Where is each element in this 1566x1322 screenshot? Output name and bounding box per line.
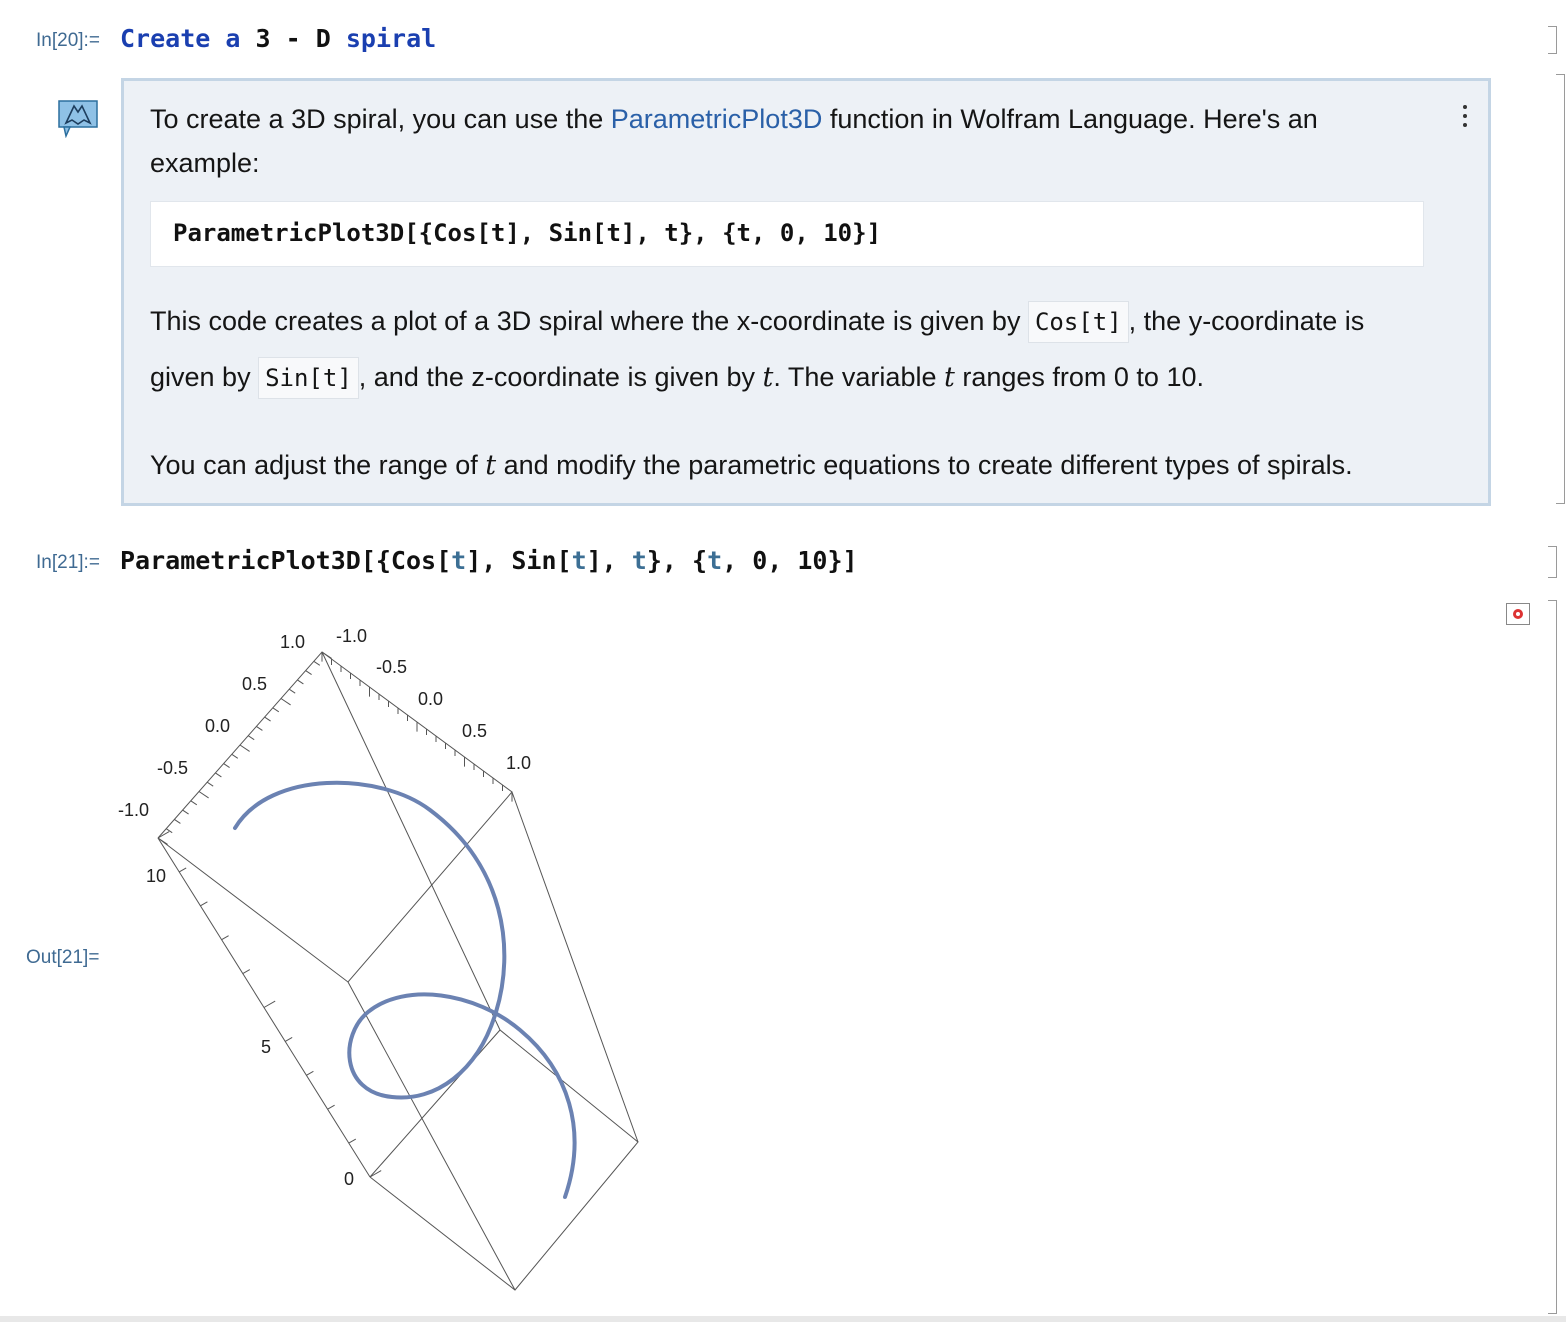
more-options-icon[interactable]	[1462, 105, 1470, 132]
z-axis-tick-mark	[158, 832, 169, 838]
parametricplot3d-link[interactable]: ParametricPlot3D	[610, 104, 823, 134]
para2-text-e: . The variable	[773, 362, 944, 392]
para2-text-c: given by	[150, 362, 259, 392]
y-axis-tick-mark	[314, 661, 320, 665]
in21-code-t4: t	[707, 546, 723, 575]
y-axis-tick-mark	[199, 792, 209, 798]
y-axis-tick-mark	[174, 819, 180, 823]
spiral-curve	[235, 783, 575, 1197]
z-axis-tick-mark	[306, 1071, 313, 1075]
in21-code-p4: ],	[586, 546, 632, 575]
z-axis-tick-mark	[328, 1105, 335, 1109]
para2-text-d: , and the z-coordinate is given by	[358, 362, 763, 392]
intro-text-before: To create a 3D spiral, you can use the	[150, 104, 611, 134]
para3-text-a: You can adjust the range of	[150, 450, 486, 480]
y-axis-tick-mark	[215, 773, 221, 777]
in20-word-3: 3	[255, 24, 271, 53]
x-axis-tick-labels	[336, 626, 531, 773]
y-axis-tick-mark	[289, 689, 295, 693]
inline-code-cos[interactable]: Cos[t]	[1028, 301, 1129, 343]
out21-label: Out[21]=	[26, 947, 100, 968]
in20-word-dash: -	[285, 24, 301, 53]
para2-text-b: , the y-coordinate is	[1128, 306, 1365, 336]
y-tick-3: -0.5	[157, 758, 189, 778]
in21-code-t2: t	[571, 546, 587, 575]
intro-text-line2: example:	[150, 148, 260, 178]
in21-code-p8: , 0, 10}]	[722, 546, 858, 575]
x-tick-2: 0.0	[418, 689, 444, 709]
y-axis-tick-mark	[273, 708, 279, 712]
para2-text-f: ranges from 0 to 10.	[954, 362, 1204, 392]
z-axis-tick-mark	[349, 1139, 356, 1143]
z-axis-tick-mark	[243, 970, 250, 974]
y-tick-0: 1.0	[280, 632, 306, 652]
z-tick-2: 0	[344, 1169, 355, 1189]
z-axis-tick-mark	[264, 1001, 275, 1007]
z-axis-tick-mark	[179, 868, 186, 872]
y-axis-tick-mark	[306, 671, 312, 675]
y-tick-1: 0.5	[242, 674, 268, 694]
var-t-3: t	[485, 450, 497, 481]
window-bottom-edge	[0, 1316, 1566, 1322]
cell-bracket-in20[interactable]	[1548, 26, 1557, 54]
cell-bracket-out21[interactable]	[1548, 600, 1557, 1314]
y-axis-tick-mark	[232, 754, 238, 758]
in21-label: In[21]:=	[36, 552, 100, 573]
box-top-face	[158, 652, 512, 982]
in21-code-t1: t	[451, 546, 467, 575]
y-axis-tick-mark	[256, 726, 262, 730]
z-axis-tick-mark	[222, 936, 229, 940]
parametric-plot-3d[interactable]	[0, 0, 700, 1310]
in20-word-d: D	[315, 24, 331, 53]
box-edge-3	[512, 792, 638, 1142]
in20-word-spiral: spiral	[345, 24, 437, 53]
y-axis-tick-mark	[297, 680, 303, 684]
in20-word-create: Create	[120, 24, 211, 53]
box-edge-2	[322, 652, 500, 1030]
z-axis-tick-mark	[370, 1171, 381, 1177]
para2-text-a: This code creates a plot of a 3D spiral where the x-coordinate is given by	[150, 306, 1028, 336]
in21-code-p2: ], Sin[	[466, 546, 572, 575]
var-t-2: t	[943, 362, 955, 393]
var-t: t	[762, 362, 774, 393]
z-axis-tick-labels	[146, 866, 354, 1189]
y-axis-tick-mark	[265, 717, 271, 721]
cell-bracket-group-1[interactable]	[1556, 74, 1565, 504]
in21-code-p0: ParametricPlot3D[{Cos[	[120, 546, 452, 575]
x-tick-1: -0.5	[376, 657, 408, 677]
y-axis-tick-mark	[183, 810, 189, 814]
in21-code-t3: t	[631, 546, 647, 575]
x-tick-3: 0.5	[462, 721, 488, 741]
para3-text-b: and modify the parametric equations to create different types of spirals.	[496, 450, 1353, 480]
z-axis-tick-mark	[285, 1037, 292, 1041]
z-axis-tick-mark	[200, 902, 207, 906]
z-tick-1: 5	[261, 1037, 272, 1057]
inline-code-sin[interactable]: Sin[t]	[258, 357, 359, 399]
in20-word-a: a	[225, 24, 241, 53]
cell-bracket-in21[interactable]	[1548, 546, 1557, 578]
y-tick-4: -1.0	[118, 800, 150, 820]
y-axis-tick-mark	[240, 745, 250, 751]
y-axis-tick-mark	[207, 782, 213, 786]
z-tick-0: 10	[146, 866, 167, 886]
code-block-text: ParametricPlot3D[{Cos[t], Sin[t], t}, {t, 0, 10}]	[173, 219, 882, 247]
x-tick-4: 1.0	[506, 753, 532, 773]
message-bug-icon[interactable]	[1506, 603, 1530, 625]
y-axis-tick-mark	[191, 801, 197, 805]
in20-label: In[20]:=	[36, 30, 100, 51]
x-tick-0: -1.0	[336, 626, 368, 646]
y-axis-tick-mark	[248, 736, 254, 740]
intro-text-after: function in Wolfram Language. Here's an	[822, 104, 1318, 134]
in21-code-p6: }, {	[646, 546, 708, 575]
y-axis-tick-mark	[281, 699, 291, 705]
y-axis-tick-mark	[224, 764, 230, 768]
box-bottom-face	[370, 1030, 638, 1290]
y-tick-2: 0.0	[205, 716, 231, 736]
